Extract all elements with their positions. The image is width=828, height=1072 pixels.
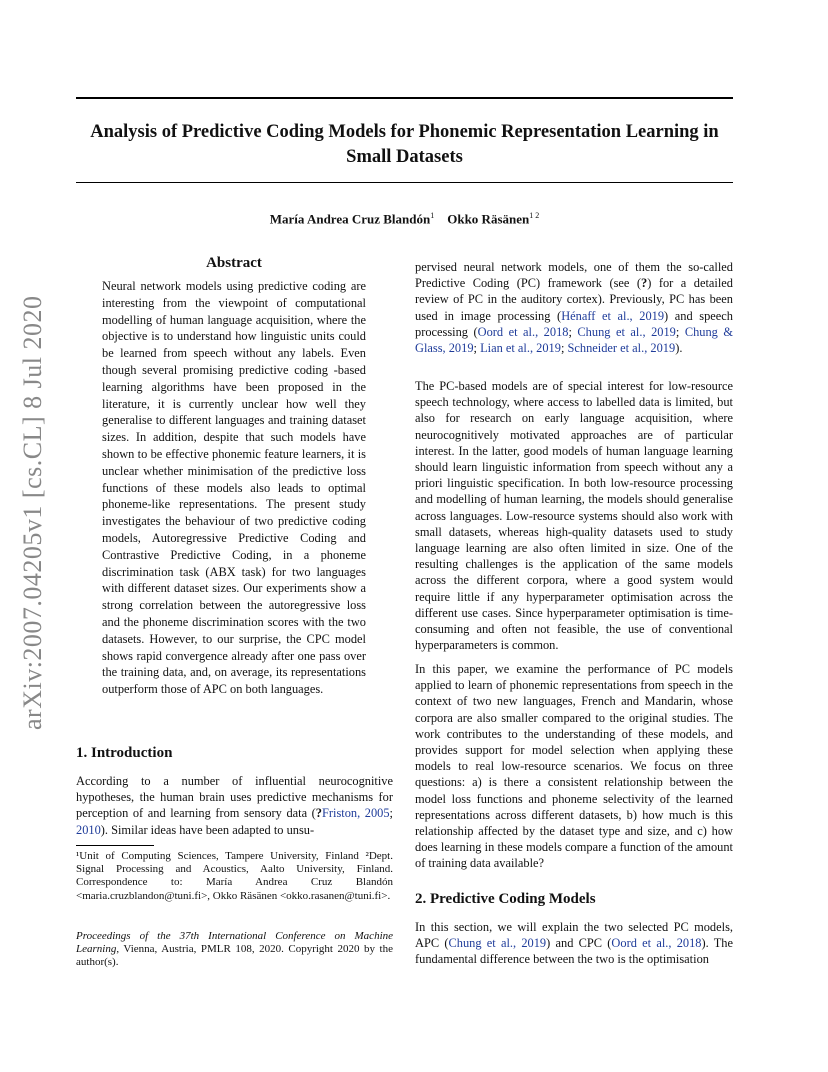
right-paragraph-4: In this section, we will explain the two selected PC models, APC (Chung et al., 2019) and CPC (Oord et al., 2018). The fundamental difference between the two is the optimisation: [415, 920, 733, 967]
citation-link[interactable]: Lian et al., 2019: [480, 341, 561, 356]
abstract-heading: Abstract: [206, 255, 262, 271]
citation-link[interactable]: Chung & Glass, 2019: [415, 324, 734, 356]
abstract-body: Neural network models using predictive coding are interesting from the viewpoint of computational modelling of human language acquisition, where the objective is to understand how linguistic units could be learned from speech without any labels. Even though several promising predictive coding -based learning algorithms have been proposed in the literature, it is currently unclear how well they generalise to different languages and training dataset sizes. In addition, despite that such models have shown to be effective phonemic feature learners, it is unclear whether minimisation of the predictive loss functions of these models also leads to optimal phoneme-like representations. The present study investigates the behaviour of two predictive coding models, Autoregressive Predictive Coding and Contrastive Predictive Coding, in a phoneme discrimination task (ABX task) for two languages with different dataset sizes. Our experiments show a strong correlation between the autoregressive loss and the phoneme discrimination scores with the two datasets. However, to our surprise, the CPC model shows rapid convergence already after one pass over the training data, and, on average, its representations outperform those of APC on both languages.: [102, 279, 366, 697]
title-bottom-rule: [76, 182, 733, 183]
paper-title: Analysis of Predictive Coding Models for Phonemic Representation Learning in Small Datasets: [90, 122, 719, 167]
citation-link[interactable]: 2010: [76, 822, 101, 837]
right-paragraph-3: In this paper, we examine the performance of PC models applied to learn of phonemic representations from speech in the context of two new languages, French and Mandarin, whose corpora are also smaller compared to the original studies. The work contributes to the understanding of these models, and provides support for model selection when applying these models to real low-resource scenarios. We focus on three questions: a) is there a consistent relationship between the model loss functions and phoneme selectivity of the learned representations across different datasets, b) how much is this relationship affected by the dataset type and size, and c) how does learning in these models compare a function of the amount of training data available?: [415, 662, 733, 871]
section-heading-predictive-coding: 2. Predictive Coding Models: [415, 891, 596, 907]
citation-link[interactable]: Hénaff et al., 2019: [561, 308, 665, 323]
citation-link[interactable]: Oord et al., 2018: [611, 936, 702, 951]
affiliation-mark: 1 2: [529, 211, 540, 220]
affiliation-mark: 1: [430, 211, 435, 220]
footnote-rule: [76, 845, 154, 846]
citation-link[interactable]: Oord et al., 2018: [477, 324, 569, 339]
citation-link[interactable]: Schneider et al., 2019: [567, 341, 676, 356]
affiliation-footnote: ¹Unit of Computing Sciences, Tampere University, Finland ²Dept. Signal Processing and Acoustics, Aalto University, Finland. Correspondence to: María Andrea Cruz Blandón <maria.cruzblandon@tuni.fi>, Okko Räsänen <okko.rasanen@tuni.fi>.: [76, 850, 393, 902]
intro-paragraph: According to a number of influential neurocognitive hypotheses, the human brain uses predictive mechanisms for perception of and learning from sensory data (?Friston, 2005; 2010). Similar ideas have been adapted to unsu-: [76, 774, 393, 837]
citation-link[interactable]: Friston, 2005: [321, 806, 390, 821]
author-name: Okko Räsänen: [447, 211, 530, 227]
author-name: María Andrea Cruz Blandón: [269, 211, 431, 227]
section-heading-introduction: 1. Introduction: [76, 745, 173, 761]
citation-link[interactable]: Chung et al., 2019: [577, 324, 676, 339]
right-paragraph-2: The PC-based models are of special interest for low-resource speech technology, where access to labelled data is limited, but also for research on early language acquisition, where neurocognitively motivated approaches are of particular interest. In the latter, good models of human language learning should learn linguistic information from speech without any a priori linguistic specification. In both low-resource processing and modelling of human learning, the models should generalise across languages. Low-resource systems should also work with small datasets, whereas high-quality datasets used to study language learning are also often limited in size. One of the resulting challenges is the application of the same models across the different corpora, where a good system would require little if any hyperparameter optimisation across the different use cases. Since hyperparameter optimisation is time-consuming and often not feasible, the use of conventional hyperparameters is common.: [415, 379, 733, 653]
citation-link[interactable]: Chung et al., 2019: [448, 936, 547, 951]
arxiv-identifier: arXiv:2007.04205v1 [cs.CL] 8 Jul 2020: [18, 295, 47, 730]
top-rule: [76, 97, 733, 99]
proceedings-note: Proceedings of the 37th International Conference on Machine Learning, Vienna, Austria, PMLR 108, 2020. Copyright 2020 by the author(s).: [76, 930, 394, 969]
right-paragraph-1: pervised neural network models, one of them the so-called Predictive Coding (PC) framework (see (?) for a detailed review of PC in the auditory cortex). Previously, PC has been used in image processing (Hénaff et al., 2019) and speech processing (Oord et al., 2018; Chung et al., 2019; Chung & Glass, 2019; Lian et al., 2019; Schneider et al., 2019).: [415, 260, 734, 356]
author-list: [76, 211, 733, 227]
